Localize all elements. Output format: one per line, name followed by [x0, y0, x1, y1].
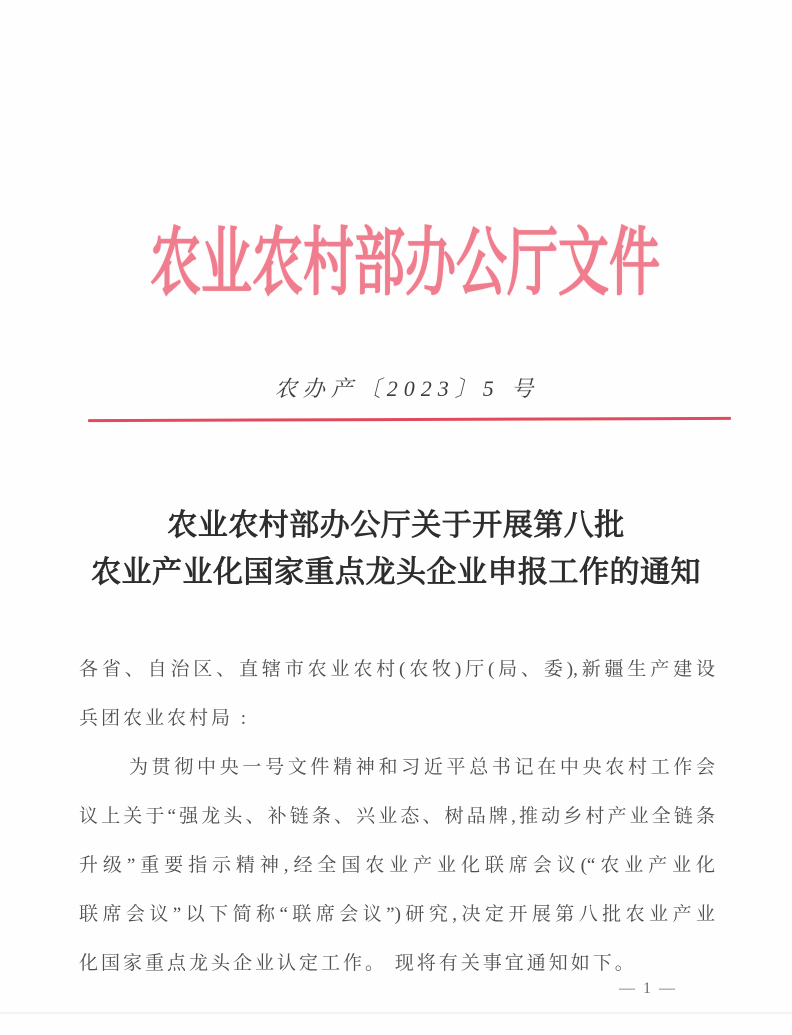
- document-body: [79, 645, 715, 988]
- letterhead-title: [0, 214, 792, 306]
- paragraph-line-3: 升级”重要指示精神,经全国农业产业化联席会议(“农业产业化: [79, 855, 715, 876]
- paragraph-line-5: 化国家重点龙头企业认定工作。 现将有关事宜通知如下。: [79, 953, 637, 974]
- document-title-line1: 农业农村部办公厅关于开展第八批: [167, 509, 625, 542]
- paragraph-line-2: 议上关于“强龙头、补链条、兴业态、树品牌,推动乡村产业全链条: [79, 806, 715, 827]
- paragraph-line-1: 为贯彻中央一号文件精神和习近平总书记在中央农村工作会: [129, 757, 715, 778]
- document-title: [0, 502, 792, 596]
- letterhead-title-text: 农业农村部办公厅文件: [149, 223, 660, 306]
- salutation-line-1: 各省、自治区、直辖市农业农村(农牧)厅(局、委),新疆生产建设: [79, 659, 715, 680]
- document-title-line2: 农业产业化国家重点龙头企业申报工作的通知: [91, 556, 701, 589]
- letterhead-divider-line: [88, 417, 731, 422]
- doc-number: 农办产〔2023〕5 号: [274, 376, 540, 401]
- paragraph-line-4: 联席会议”以下简称“联席会议”)研究,决定开展第八批农业产业: [79, 904, 715, 925]
- scan-bottom-edge: [0, 1012, 792, 1014]
- page-number: — 1 —: [619, 980, 677, 997]
- salutation-line-2: 兵团农业农村局 :: [79, 708, 250, 729]
